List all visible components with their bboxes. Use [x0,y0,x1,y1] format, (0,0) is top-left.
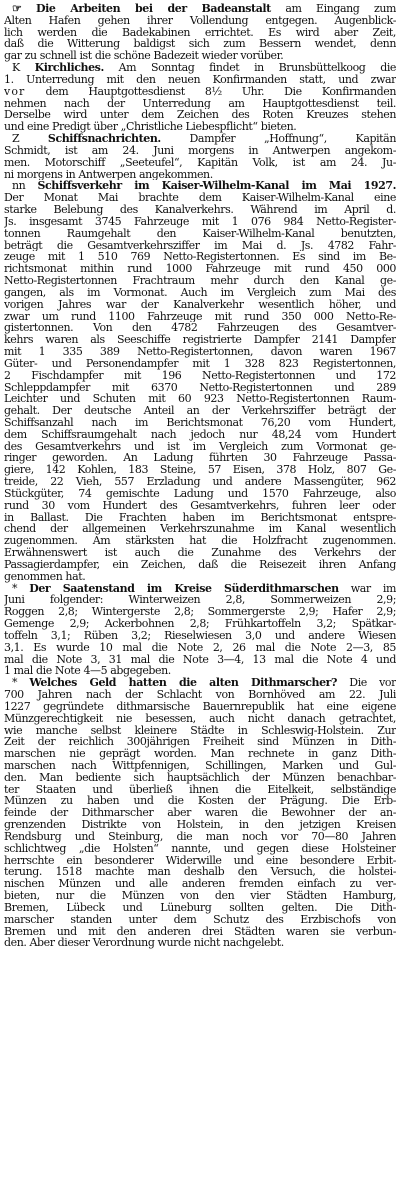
text-line [4,760,396,772]
pointing-hand-icon: ☞ [12,3,22,15]
text-line [4,488,396,500]
text-line [4,417,396,429]
text-line [4,169,396,181]
text-line [4,725,396,737]
article-schiffsnachrichten [4,133,396,180]
text-line [4,98,396,110]
text-run: Güter- und Personendampfer mit 1 328 823 Registertonnen, [4,357,396,370]
text-line [4,441,396,453]
text-run: marscher standen unter dem Schutz des Erzbischofs von [4,913,396,926]
text-run: 3,1. Es wurde 10 mal die Note 2, 26 mal die Note 2—3, 85 [4,641,396,654]
text-run: Erwähnenswert ist auch die Zunahme des Verkehrs der [4,547,396,559]
text-run: giere, 142 Kohlen, 183 Steine, 57 Eisen, 378 Holz, 807 Ge- [4,464,396,477]
text-run: Derselbe wird unter dem Zeichen des Roten Kreuzes stehen [4,109,396,122]
text-run: marschen nach Wittpfennigen, Schillingen, Marken und Gul- [4,760,396,772]
text-run: 700 Jahren nach der Schlacht von Bornhöved am 22. Juli [4,689,396,701]
text-line [4,618,396,630]
text-run: mit 1 335 389 Netto-Registertonnen, davon waren 1967 [4,346,396,358]
text-run: war im [338,582,396,595]
text-line [4,3,396,15]
text-run: nn [12,180,38,193]
text-run: Münzen zu haben und die Kosten der Prägung. Die Erb- [4,795,396,808]
text-run: Dampfer „Hoffnung“, Kapitän [160,133,396,145]
article-heading: Welches Geld hatten die alten Dithmarscher? [29,677,338,690]
text-line [4,843,396,855]
text-line [4,299,396,311]
text-run: Schiffsanzahl nach im Berichtsmonat 76,20 vom Hundert, [4,416,396,429]
text-run: mal die Note 3, 31 mal die Note 3—4, 13 mal die Note 4 und [4,653,396,666]
text-run: ringer geworden. An Ladung führten 30 Fahrzeuge Passa- [4,452,396,465]
text-run: Schleppdampfer mit 6370 Netto-Registertonnen und 289 [4,381,396,394]
text-line [4,180,396,192]
text-line [4,109,396,121]
text-run: feinde der Dithmarscher aber waren die Bewohner der an- [4,807,396,820]
text-line [4,772,396,784]
text-run: den. Aber dieser Verordnung wurde nicht nachgelebt. [4,937,284,950]
article-schiffsverkehr [4,180,396,582]
text-line [4,855,396,867]
text-line [4,795,396,807]
text-line [4,523,396,535]
text-line [4,322,396,334]
text-line [4,27,396,39]
text-line [4,606,396,618]
text-run: Netto-Registertonnen Frachtraum mehr durch den Kanal ge- [4,275,396,287]
text-run: toffeln 3,1; Rüben 3,2; Rieselwiesen 3,0 und andere Wiesen [4,629,396,642]
text-line [4,370,396,382]
text-run: Juni folgender: Winterweizen 2,8, Sommerweizen 2,9; [4,594,396,607]
text-run: wie manche selbst kleinere Städte in Schleswig-Holstein. Zur [4,724,396,737]
text-line [4,512,396,524]
text-run: ter Staaten und überließ ihnen die Eitelkeit, selbständige [4,783,396,796]
text-run: ni morgens in Antwerpen angekommen. [4,168,213,181]
text-run: rund 30 vom Hundert des Gesamtverkehrs, fuhren leer oder [4,499,396,512]
text-line [4,689,396,701]
text-line [4,937,396,949]
text-run: starke Belebung des Kanalverkehrs. Während im April d. [4,204,396,216]
text-line [4,464,396,476]
text-line [4,228,396,240]
text-run: beträgt die Gesamtverkehrsziffer im Mai d. Js. 4782 Fahr- [4,239,396,252]
article-saatenstand [4,583,396,678]
text-line [4,677,396,689]
text-line [4,346,396,358]
text-run: Bremen und mit den anderen drei Städten waren sie verbun- [4,925,396,938]
text-run: 1. Unterredung mit den neuen Konfirmanden statt, und zwar [4,73,396,86]
text-run: gar zu schnell ist die schöne Badezeit wieder vorüber. [4,50,284,63]
text-line [4,748,396,760]
text-line [4,157,396,169]
text-run: K [12,62,35,74]
text-run [21,3,36,15]
text-line [4,571,396,583]
text-line [4,74,396,86]
text-run: vor [4,85,26,98]
text-run: zeuge mit 1 510 769 Netto-Registertonnen. Es sind im Be- [4,251,396,264]
text-run: gistertonnen. Von den 4782 Fahrzeugen des Gesamtver- [4,322,396,335]
text-line [4,15,396,27]
article-heading: Schiffsverkehr im Kaiser-Wilhelm-Kanal im Mai 1927. [37,180,396,193]
text-run: 1227 gegründete dithmarsische Bauernrepublik hat eine eigene [4,700,396,713]
text-run: dem Hauptgottesdienst 8½ Uhr. Die Konfirmanden [25,85,396,98]
text-run: kehrs waren als Seeschiffe registrierte Dampfer 2141 Dampfer [4,334,396,347]
text-line [4,192,396,204]
text-run: dem Schiffsraumgehalt nach jedoch nur 48,24 vom Hundert [4,428,396,441]
text-run: Passagierdampfer, ein Zeichen, daß die Reisezeit ihren Anfang [4,558,396,571]
text-run: lich werden die Badekabinen errichtet. Es wird aber Zeit, [4,26,396,39]
text-line [4,358,396,370]
text-line [4,50,396,62]
text-line [4,642,396,654]
text-line [4,784,396,796]
text-line [4,866,396,878]
article-heading: Der Saatenstand im Kreise Süderdithmarschen [29,582,339,595]
text-run: Gemenge 2,9; Ackerbohnen 2,8; Frühkartoffeln 3,2; Spätkar- [4,618,396,630]
article-badeanstalt [4,3,396,62]
text-line [4,547,396,559]
text-run: Stückgüter, 74 gemischte Ladung und 1570 Fahrzeuge, also [4,487,396,500]
text-line [4,86,396,98]
text-run: Zeit der reichlich 300jährigen Freiheit sind Münzen in Dith- [4,736,396,749]
text-run: Roggen 2,8; Wintergerste 2,8; Sommergerste 2,9; Hafer 2,9; [4,606,396,619]
text-run: und eine Predigt über „Christliche Liebespflicht“ bieten. [4,121,297,134]
text-line [4,583,396,595]
text-line [4,665,396,677]
text-line [4,62,396,74]
text-run: in Ballast. Die Frachten haben im Berichtsmonat entspre- [4,511,396,524]
text-run: Bremen, Lübeck und Lüneburg sollten gelten. Die Dith- [4,901,396,914]
text-line [4,251,396,263]
newspaper-column [4,3,396,1183]
text-run: des Gesamtverkehrs und ist im Vergleich zum Vormonat ge- [4,440,396,453]
text-line [4,926,396,938]
text-run: vorigen Jahres war der Kanalverkehr wesentlich höher, und [4,298,396,311]
text-line [4,701,396,713]
article-heading: Die Arbeiten bei der Badeanstalt [35,3,271,15]
text-line [4,405,396,417]
text-run: Js. insgesamt 3745 Fahrzeuge mit 1 076 984 Netto-Register- [4,215,396,228]
text-run: marschen nie geprägt worden. Man rechnete in ganz Dith- [4,748,396,760]
text-line [4,819,396,831]
text-run: terung. 1518 machte man deshalb den Versuch, die holstei- [4,866,396,879]
text-line [4,204,396,216]
text-run: nehmen nach der Unterredung am Hauptgottesdienst teil. [4,97,396,110]
text-run: treide, 22 Vieh, 557 Erzladung und andere Massengüter, 962 [4,476,396,488]
text-run: daß die Witterung baldigst sich zum Bessern wendet, denn [4,38,396,51]
text-line [4,559,396,571]
text-line [4,594,396,606]
text-line [4,914,396,926]
text-run: men. Motorschiff „Seeteufel“, Kapitän Volk, ist am 24. Ju- [4,156,396,169]
text-line [4,121,396,133]
text-line [4,133,396,145]
article-geld-dithmarschen [4,677,396,949]
text-line [4,382,396,394]
text-line [4,713,396,725]
text-run: bieten, nur die Münzen von den vier Städten Hamburg, [4,890,396,902]
text-run: grenzenden Distrikte von Holstein, in den jetzigen Kreisen [4,819,396,831]
text-run: den. Man bediente sich hauptsächlich der Münzen benachbar- [4,771,396,784]
text-run: Leichter und Schuten mit 60 923 Netto-Registertonnen Raum- [4,393,396,406]
text-line [4,807,396,819]
text-run: Münzgerechtigkeit nie besessen, auch nicht danach getrachtet, [4,712,396,725]
text-line [4,311,396,323]
text-run: genommen hat. [4,570,86,583]
text-run: gehalt. Der deutsche Anteil an der Verkehrsziffer beträgt der [4,405,396,417]
text-line [4,535,396,547]
text-run: richtsmonat mithin rund 1000 Fahrzeuge mit rund 450 000 [4,263,396,276]
text-line [4,287,396,299]
text-run: Am Sonntag findet in Brunsbüttelkoog die [103,62,396,74]
text-run: * [12,582,30,595]
text-run: Die vor [337,677,396,690]
text-run: gangen, als im Vormonat. Auch im Vergleich zum Mai des [4,286,396,299]
text-run: herrschte ein besonderer Widerwille und eine besondere Erbit- [4,854,396,867]
text-line [4,476,396,488]
text-line [4,878,396,890]
text-line [4,263,396,275]
text-run: Alten Hafen gehen ihrer Vollendung entgegen. Augenblick- [4,14,396,27]
text-run: zwar um rund 1100 Fahrzeuge mit rund 350 000 Netto-Re- [4,310,396,323]
text-line [4,630,396,642]
text-line [4,890,396,902]
text-line [4,831,396,843]
article-heading: Kirchliches. [34,62,104,74]
text-run: schlichtweg „die Holsten“ nannte, und gegen diese Holsteiner [4,842,396,855]
text-line [4,429,396,441]
text-line [4,275,396,287]
text-line [4,736,396,748]
text-line [4,216,396,228]
text-run: am Eingang zum [270,3,396,15]
text-line [4,452,396,464]
text-run: Rendsburg und Steinburg, die man noch vor 70—80 Jahren [4,830,396,843]
text-line [4,902,396,914]
text-run: Der Monat Mai brachte dem Kaiser-Wilhelm-Kanal eine [4,192,396,205]
article-heading: Schiffsnachrichten. [47,133,161,145]
text-run: chend der allgemeinen Verkehrszunahme im Kanal wesentlich [4,523,396,536]
text-run: Schmidt, ist am 24. Juni morgens in Antwerpen angekom- [4,144,396,157]
text-run: nischen Münzen und alle anderen fremden einfach zu ver- [4,878,396,891]
article-kirchliches [4,62,396,133]
text-run: zugenommen. Am stärksten hat die Holzfracht zugenommen. [4,535,396,548]
text-line [4,654,396,666]
text-run: Z [12,133,48,145]
text-line [4,145,396,157]
text-line [4,334,396,346]
text-run: 2 Fischdampfer mit 196 Netto-Registertonnen und 172 [4,369,396,382]
text-line [4,240,396,252]
text-run: tonnen Raumgehalt den Kaiser-Wilhelm-Kanal benutzten, [4,227,396,240]
text-run: 1 mal die Note 4—5 abgegeben. [4,665,171,678]
text-line [4,393,396,405]
text-run: * [12,677,30,690]
text-line [4,38,396,50]
text-line [4,500,396,512]
